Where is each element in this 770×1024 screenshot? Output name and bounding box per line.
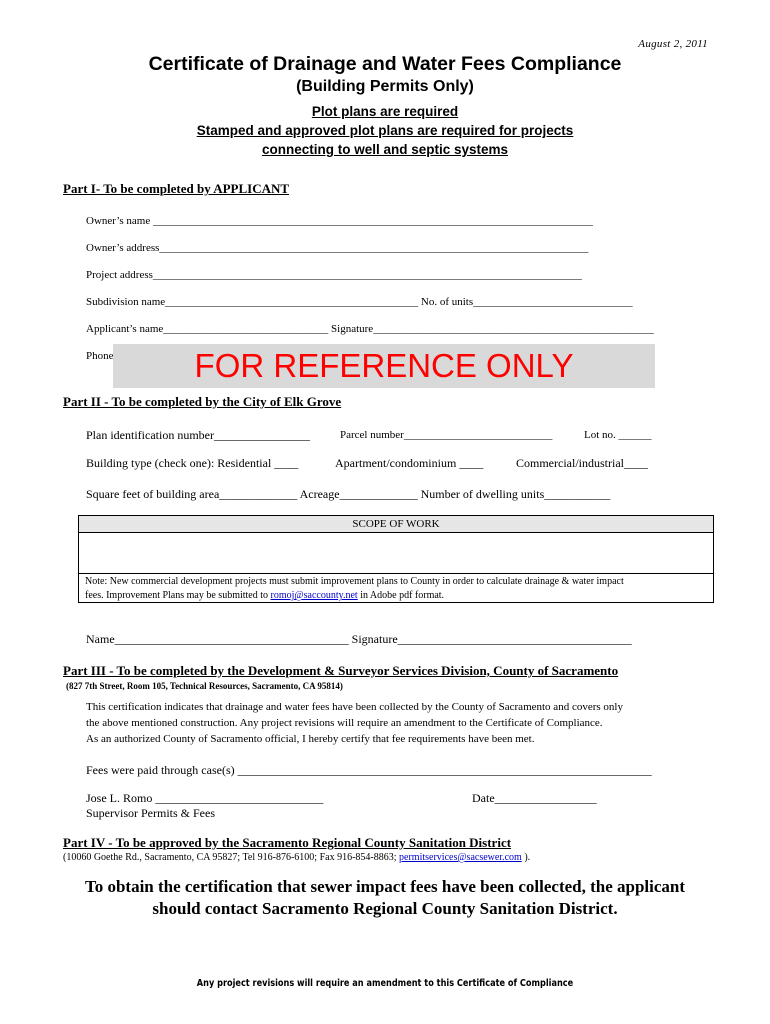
footer-note: Any project revisions will require an amendment to this Certificate of Compliance	[196, 978, 574, 989]
applicant-field[interactable]: Applicant’s name______________________________ Signature___________________________________________________	[86, 323, 654, 335]
phone-field[interactable]: Phone	[86, 350, 114, 362]
part3-heading: Part III - To be completed by the Development & Surveyor Services Division, County of Sacramento	[63, 663, 619, 678]
date-field[interactable]: Date_________________	[472, 791, 597, 805]
part2-heading: Part II - To be completed by the City of Elk Grove	[63, 394, 342, 409]
building-type-apartment[interactable]: Apartment/condominium ____	[335, 456, 484, 470]
stamped-plans-note-line2: connecting to well and septic systems	[261, 142, 509, 157]
scope-email-link[interactable]: romoj@saccounty.net	[270, 590, 358, 601]
document-date: August 2, 2011	[638, 38, 708, 50]
building-type-commercial[interactable]: Commercial/industrial____	[516, 456, 648, 470]
certification-text-line3: As an authorized County of Sacramento official, I hereby certify that fee requirements have been met.	[86, 733, 535, 745]
part4-heading: Part IV - To be approved by the Sacramento Regional County Sanitation District	[63, 835, 512, 850]
owner-name-field[interactable]: Owner’s name ________________________________________________________________________________	[86, 215, 593, 227]
building-type-residential[interactable]: Building type (check one): Residential ____	[86, 456, 299, 470]
scope-of-work-box	[78, 515, 714, 603]
part4-address: (10060 Goethe Rd., Sacramento, CA 95827; Tel 916-876-6100; Fax 916-854-8863; permitservices@sacsewer.com ).	[63, 852, 531, 863]
scope-of-work-title: SCOPE OF WORK	[79, 516, 713, 533]
parcel-number-field[interactable]: Parcel number___________________________	[340, 429, 553, 441]
stamped-plans-note-line1: Stamped and approved plot plans are required for projects	[196, 123, 574, 138]
subdivision-field[interactable]: Subdivision name______________________________________________ No. of units_____________________________	[86, 296, 633, 308]
plot-plans-note: Plot plans are required	[311, 104, 459, 119]
closing-line2: should contact Sacramento Regional County Sanitation District.	[152, 899, 618, 918]
name-signature-field[interactable]: Name_______________________________________ Signature_______________________________________	[86, 632, 632, 646]
official-title: Supervisor Permits & Fees	[86, 806, 215, 820]
document-subtitle: (Building Permits Only)	[296, 78, 474, 95]
owner-address-field[interactable]: Owner’s address______________________________________________________________________________	[86, 242, 589, 254]
closing-line1: To obtain the certification that sewer impact fees have been collected, the applicant	[84, 877, 686, 896]
part3-address: (827 7th Street, Room 105, Technical Resources, Sacramento, CA 95814)	[66, 681, 343, 691]
project-address-field[interactable]: Project address______________________________________________________________________________	[86, 269, 582, 281]
part1-heading: Part I- To be completed by APPLICANT	[63, 181, 290, 196]
fees-case-field[interactable]: Fees were paid through case(s) _____________________________________________________________________	[86, 763, 652, 777]
sewer-email-link[interactable]: permitservices@sacsewer.com	[399, 852, 522, 863]
building-size-fields[interactable]: Square feet of building area_____________ Acreage_____________ Number of dwelling units___________	[86, 487, 611, 501]
official-name-signature[interactable]: Jose L. Romo ____________________________	[86, 791, 324, 805]
certification-text-line1: This certification indicates that drainage and water fees have been collected by the County of Sacramento and covers only	[86, 701, 623, 713]
reference-watermark	[113, 344, 655, 388]
document-title: Certificate of Drainage and Water Fees Compliance	[148, 53, 622, 75]
scope-note: Note: New commercial development projects must submit improvement plans to County in order to calculate drainage & water impact fees. Improvement Plans may be submitted to romoj@saccounty.net in Adobe pdf format.	[79, 573, 713, 603]
lot-number-field[interactable]: Lot no. ______	[584, 429, 652, 441]
plan-id-field[interactable]: Plan identification number________________	[86, 428, 310, 442]
watermark-text: FOR REFERENCE ONLY	[194, 347, 574, 384]
certification-text-line2: the above mentioned construction. Any project revisions will require an amendment to the Certificate of Compliance.	[86, 717, 603, 729]
